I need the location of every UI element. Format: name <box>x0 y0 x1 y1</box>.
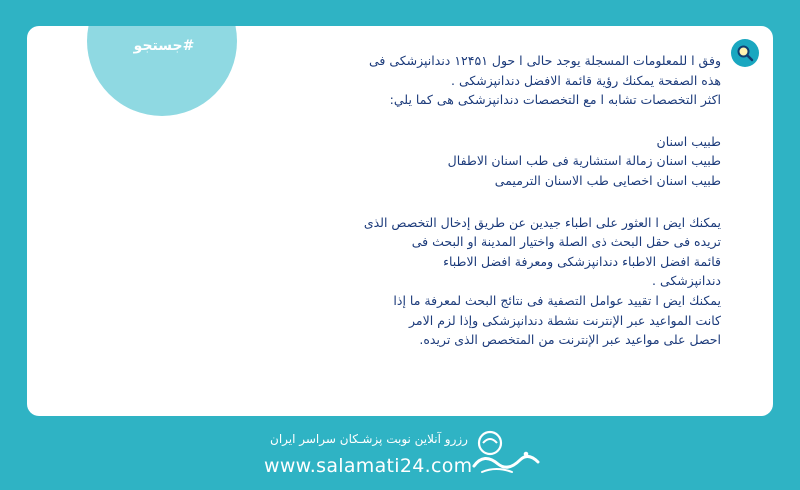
intro-line: هذه الصفحة يمكنك رؤية قائمة الافضل دندانپزشکی . <box>451 72 721 88</box>
footer-website-link[interactable]: www.salamati24.com <box>264 455 473 477</box>
intro-line: وفق ا للمعلومات المسجلة يوجد حالی ا حول ۱۲۴۵۱ دندانپزشکی فی <box>368 53 721 68</box>
content-card <box>27 26 773 416</box>
tip-line: يمكنك ايض ا تقييد عوامل التصفية فی نتائج البحث لمعرفة ما إذا <box>393 292 721 308</box>
footer-tagline: رزرو آنلاین نوبت پزشـکان سراسر ایران <box>270 432 468 446</box>
specialty-item: طبيب اسنان زمالة استشارية فی طب اسنان الاطفال <box>447 153 721 169</box>
specialty-item: طبيب اسنان <box>656 133 721 149</box>
tip-line: قائمة افضل الاطباء دندانپزشکی ومعرفة افضل الاطباء <box>443 253 721 269</box>
specialty-item: طبيب اسنان اخصايی طب الاسنان الترميمی <box>494 172 721 188</box>
search-icon <box>736 44 754 62</box>
tip-line: تريده فی حقل البحث ذی الصلة واختيار المدينة او البحث فی <box>411 234 721 250</box>
tip-line: احصل على مواعيد عبر الإنترنت من المتخصص الذی تريده. <box>419 332 721 348</box>
tip-line: يمكنك ايض ا العثور على اطباء جيدين عن طريق إدخال التخصص الذی <box>363 214 721 230</box>
search-button[interactable] <box>731 39 759 67</box>
tab-search[interactable]: #جستجو <box>133 38 195 54</box>
article-text <box>301 51 721 350</box>
intro-line: اكثر التخصصات تشابه ا مع التخصصات دندانپزشکی هی كما يلي: <box>389 92 721 108</box>
tip-line: دندانپزشکی . <box>652 273 721 289</box>
tip-line: كانت المواعيد عبر الإنترنت نشطة دندانپزشکی وإذا لزم الامر <box>409 312 721 328</box>
